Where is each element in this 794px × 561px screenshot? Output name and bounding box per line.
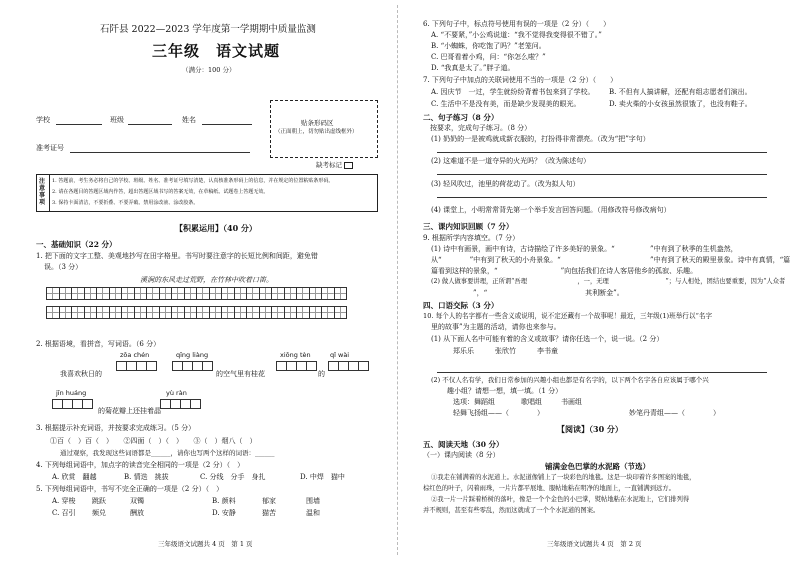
q10-text: 10. 每个人的名字都有一些含义或说明，说不定还藏有一个故事呢！最近，三年级(1)班举行以“名字 [423, 312, 713, 320]
q5-option-a-3: 双镯 [130, 497, 144, 505]
q1-passage: 溪涧的东风走过荒野，在竹林中吹着口笛。 [140, 276, 273, 284]
pinyin-6: yù ràn [166, 389, 187, 397]
name-1: 郑乐乐 [453, 347, 474, 355]
q3-text: 3. 根据提示补充词语，并按要求完成练习。（5 分） [36, 424, 196, 432]
notes-label: 注意事项 [39, 178, 46, 206]
name-3: 李书童 [537, 347, 558, 355]
section-2-intro: 按要求，完成句子练习。（8 分） [423, 124, 532, 132]
exam-subtitle: 三年级 语文试题 [152, 42, 281, 60]
school-field[interactable] [56, 124, 102, 125]
q5-option-c-1[interactable]: C. 召引 [52, 509, 76, 517]
pinyin-box-2[interactable] [172, 361, 212, 371]
q6-text: 6. 下列句子中，标点符号使用有误的一项是（2 分）（ ） [423, 20, 611, 28]
q4-text: 4. 下列每组词语中，加点字的读音完全相同的一项是（2 分）（ ） [36, 461, 245, 469]
q5-option-d-3: 温和 [306, 509, 320, 517]
ticket-field-label: 准考证号 [36, 144, 64, 152]
q2-sentence-3: 的 [318, 370, 325, 378]
pinyin-1: zōa chén [120, 351, 150, 359]
section-4-title: 四、口语交际（3 分） [423, 301, 499, 310]
page-2 [397, 0, 794, 561]
q7-option-a[interactable]: A. 因庆节 一过，学生就纷纷背着书包来到了学校。 [431, 88, 595, 96]
s-item-2: (2) 这难道不是一道夺异的火光吗？（改为陈述句） [431, 157, 591, 165]
school-field-label: 学校 [36, 116, 50, 124]
s-answer-1[interactable] [437, 152, 767, 153]
q2-sentence-1: 我喜欢秋日的 [60, 370, 102, 378]
q10-2-text: (2) 不仅人名有学，我们日常参加的兴趣小组也都是有名字的，以下两个名字各自应该属于哪个兴 [431, 376, 709, 384]
note-1: 1. 答题前，考生务必将自己的学校、班级、姓名、准考证号填写清楚，认真核准条形码上的信息，并在规定的位置粘贴条形码。 [52, 178, 334, 184]
barcode-area [270, 100, 378, 158]
q5-option-b-2: 郁家 [262, 497, 276, 505]
absent-checkbox[interactable] [344, 162, 353, 169]
q5-option-a-2: 跳跃 [92, 497, 106, 505]
section-5-title: 五、阅读天地（30 分） [423, 440, 504, 449]
name-2: 张欣竹 [495, 347, 516, 355]
page-footer-2: 三年级语文试题共 4 页 第 2 页 [547, 540, 642, 548]
q1-text: 1. 把下面的文字工整、美观地抄写在田字格里。书写时要注意字的长短比例和间距，避免错 [36, 252, 318, 260]
q4-option-b[interactable]: B. 情迭 挑拔 [124, 473, 169, 481]
q10-1-answer[interactable] [437, 372, 767, 373]
name-field[interactable] [202, 124, 252, 125]
q9-line-1: (1) 诗中有画景，画中有诗，古诗描绘了许多美好的景象。“ [431, 245, 615, 253]
section-1-title: 一、基础知识（22 分） [36, 240, 117, 249]
notes-box [36, 174, 378, 212]
q9-line-3: 篇看到这样的景象，“ ”向包括我们在诗人客居他乡的孤寂、乐趣。 [431, 267, 698, 275]
s-item-4: (4) 课堂上，小明常常背先第一个举手发言回答问题。（用修改符号修改病句） [431, 206, 671, 214]
class-field[interactable] [128, 124, 172, 125]
q4-option-c[interactable]: C. 分线 分手 身扎 [200, 473, 266, 481]
q9-line-5: ”，“ 其利断金”。 [431, 289, 624, 297]
class-field-label: 班级 [110, 116, 124, 124]
pinyin-5: jīn huáng [56, 389, 87, 397]
part-reading: 【阅读】（30 分） [557, 424, 623, 434]
para-2: ②我一片一片踩着桥树的落叶，像是一个个金色的小巴掌，熨帖地粘在水泥地上，它们排列得 [431, 496, 690, 503]
q9-text: 9. 根据所学内容填空。（7 分） [423, 234, 520, 242]
writing-grid-1[interactable] [46, 287, 346, 300]
q5-option-b-3: 围墙 [306, 497, 320, 505]
q6-option-a[interactable]: A. “不要紧，”小公鸡说道：“我不觉得我变得很不错了。” [431, 31, 602, 39]
name-field-label: 姓名 [182, 116, 196, 124]
pinyin-box-4[interactable] [328, 361, 368, 371]
note-3: 3. 保持卡面清洁，不要折叠、不要弄破、禁用涂改液、涂改胶条。 [52, 200, 199, 206]
q4-option-a[interactable]: A. 欣赏 翻越 [52, 473, 97, 481]
pinyin-box-1[interactable] [116, 361, 156, 371]
writing-grid-2[interactable] [46, 306, 346, 319]
barcode-hint: （正面朝上，切勿贴出虚线框外） [275, 129, 358, 135]
fill-paint[interactable]: 妙笔丹青组——（ ） [629, 409, 720, 417]
q9-line-4: (2) 做人做事要讲理，正所谓“吾理 ，一，无理 ”；与人相处，团结也要重要，因为“人众者 [431, 278, 786, 285]
para-2b: 并不规则，甚至有些零乱，然而这就成了一个个水泥道的图案。 [423, 507, 600, 514]
q5-option-c-2: 频兑 [92, 509, 106, 517]
s-item-1: (1) 奶奶的一是被鸡就成新衣服的，打扮得非常漂亮。（改为“把”字句） [431, 135, 650, 143]
q7-option-d[interactable]: D. 卖火柴的小女孩虽然很饿了，也没有鞋子。 [609, 100, 752, 108]
option-dance: 选项：舞蹈组 [453, 398, 495, 406]
q10-2-text-b: 趣小组？请想一想，填一填。（1 分） [447, 387, 563, 395]
q7-option-b[interactable]: B. 不但有人搞讲解，还配有组志愿者们演出。 [609, 88, 752, 96]
q6-option-d[interactable]: D. “我真是太了。”胖子道。 [431, 64, 515, 72]
pinyin-3: xiōng tèn [280, 351, 311, 359]
pinyin-2: qīng liàng [176, 351, 209, 359]
reading-title: 铺满金色巴掌的水泥路（节选） [545, 462, 650, 471]
s-item-3: (3) 轻风吹过，池里的荷花动了。（改为拟人句） [431, 180, 580, 188]
s-answer-3[interactable] [437, 197, 767, 198]
q10-text-b: 里的故事”为主题的活动，请你也来参与。 [431, 323, 561, 331]
q2-sentence-4: 的菊花瓣上还挂着晶 [98, 407, 161, 415]
q6-option-b[interactable]: B. “小蜘蛛，你吃饱了吗？”老笼问。 [431, 42, 546, 50]
para-1b: 棕红色的叶子，闪着雨珠，一片片都平展地、服帖地粘在明净的地面上，一直铺满到远方。 [423, 485, 675, 492]
q1-text-b: 误。（3 分） [44, 263, 83, 271]
q3-prompt: 通过观察，我发现这些词语都是______，请你也写两个这样的词语：______ [60, 449, 275, 457]
barcode-label: 贴条形码区 [301, 119, 334, 127]
option-sing: 歌唱组 [521, 398, 542, 406]
q10-1-text: (1) 从下面人名中可能有着的含义或故事？请你任选一个，说一说。（2 分） [431, 335, 664, 343]
q3-items: ①百（ ）百（ ） ②四面（ ）（ ） ③（ ）烟八（ ） [50, 437, 257, 445]
para-1: ①我走在铺满着的水泥道上。水泥道像铺上了一块彩色的地毯。这是一块印着许多图案的地毯， [431, 474, 696, 481]
q5-option-b-1[interactable]: B. 颜料 [212, 497, 236, 505]
score-note: （满分：100 分） [182, 66, 236, 74]
q2-sentence-2: 的空气里有桂花 [216, 370, 265, 378]
page-footer-1: 三年级语文试题共 4 页 第 1 页 [158, 540, 253, 548]
note-2: 2. 请在各题目的答题区域内作答，超出答题区域书写的答案无效，在草稿纸、试题卷上答题无效。 [52, 189, 269, 195]
fill-dance[interactable]: 轻舞飞扬组——（ ） [453, 409, 544, 417]
absent-mark-label: 缺考标记 [316, 161, 342, 169]
option-paint: 书画组 [561, 398, 582, 406]
pinyin-box-5[interactable] [52, 399, 92, 409]
q5-option-a-1[interactable]: A. 穿梭 [52, 497, 76, 505]
part-accumulation: 【积累运用】（40 分） [175, 223, 257, 233]
section-5-sub: （一）课内阅读（8 分） [423, 451, 500, 459]
s-answer-2[interactable] [437, 174, 767, 175]
q9-line-1b: ”中有到了秋季的生机盎然， [650, 245, 738, 253]
q5-option-c-3: 酬放 [130, 509, 144, 517]
exam-title: 石阡县 2022—2023 学年度第一学期期中质量监测 [100, 24, 316, 35]
q5-option-d-2: 猫苦 [262, 509, 276, 517]
pinyin-4: qǐ wài [330, 351, 350, 359]
q5-text: 5. 下列每组词语中，书写不完全正确的一项是（2 分）（ ） [36, 485, 224, 493]
ticket-field[interactable] [70, 152, 250, 153]
pinyin-box-6[interactable] [160, 399, 200, 409]
q5-option-d-1[interactable]: D. 安静 [212, 509, 236, 517]
section-3-title: 三、课内知识回顾（7 分） [423, 222, 514, 231]
pinyin-box-3[interactable] [276, 361, 316, 371]
q9-line-2: 从“ ”中有到了秋天的小舟景象。“ [431, 256, 561, 264]
q4-option-d[interactable]: D. 中焊 猫中 [300, 473, 345, 481]
section-2-title: 二、句子练习（8 分） [423, 113, 499, 122]
q2-text: 2. 根据语境，看拼音，写词语。（6 分） [36, 340, 161, 348]
q6-option-c[interactable]: C. 巴哥看着小鸡，问：“你怎么啦？” [431, 53, 546, 61]
q7-text: 7. 下列句子中加点的关联词使用不当的一项是（2 分）（ ） [423, 76, 618, 84]
q7-option-c[interactable]: C. 生活中不是没有美，而是缺少发现美的眼光。 [431, 100, 581, 108]
q9-line-2b: ”中有到了秋天的殿里景象。诗中有真情，“篇 [650, 256, 791, 264]
